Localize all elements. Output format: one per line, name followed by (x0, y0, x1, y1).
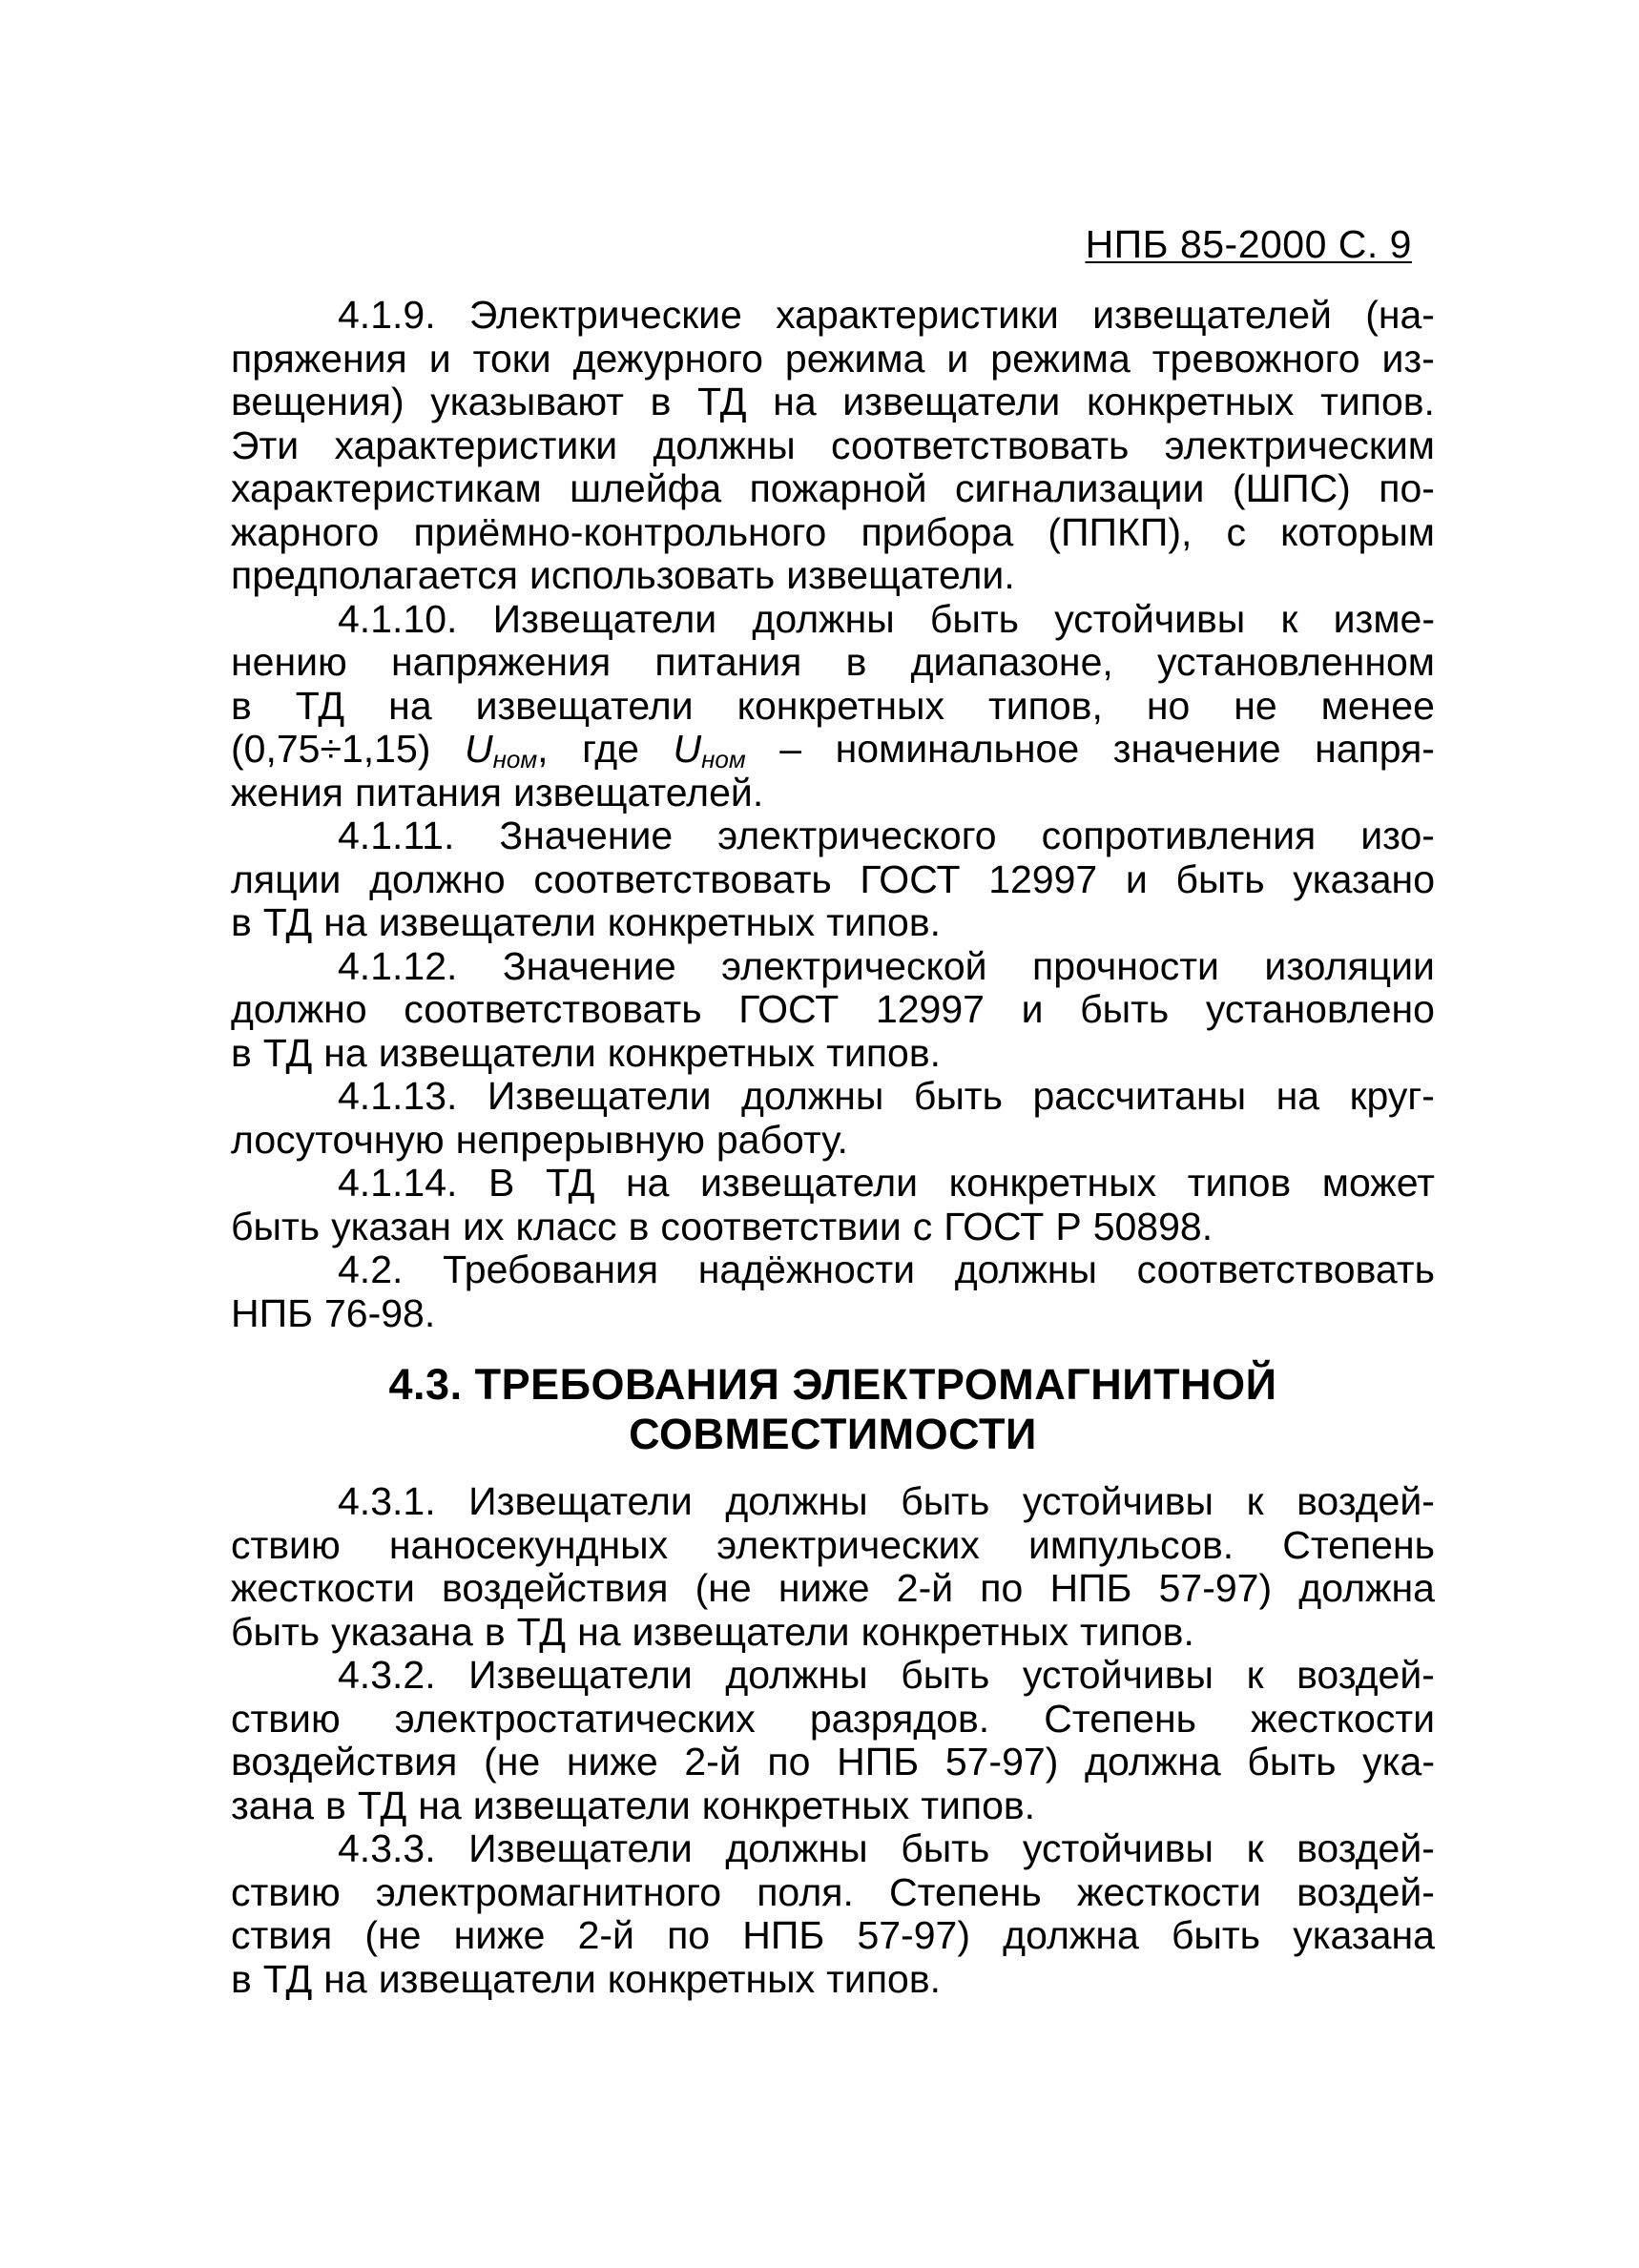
text-line (231, 1698, 1435, 1742)
word: шлейфа (570, 466, 722, 510)
text-line (231, 901, 1435, 945)
word: в (231, 683, 252, 728)
paragraph (231, 1075, 1435, 1162)
word: наносекундных (388, 1522, 669, 1567)
word: 2-й (684, 1740, 741, 1783)
text-line (231, 1914, 1435, 1958)
word: быть (1080, 987, 1170, 1031)
paragraph (231, 294, 1435, 598)
word: Значение (502, 943, 676, 988)
word: ГОСТ (738, 987, 840, 1031)
text-line (231, 511, 1435, 555)
word: значение (1112, 727, 1281, 771)
word: Извещатели (468, 1653, 693, 1697)
word: и (1021, 987, 1044, 1031)
word: на (418, 1783, 462, 1827)
word: конкретных (701, 1783, 910, 1827)
word: ТД (262, 1030, 313, 1075)
word: характеристики (776, 293, 1059, 337)
text-line (231, 772, 1435, 815)
word: ниже (778, 1566, 870, 1610)
word: (ШПС) (1232, 466, 1351, 510)
word: лосуточную (231, 1117, 445, 1162)
text-line (231, 1292, 1435, 1336)
word: типов. (1320, 380, 1435, 423)
word: Степень (1044, 1696, 1197, 1741)
word: электростатических (394, 1696, 756, 1741)
word: но (1146, 683, 1191, 728)
word: типов. (921, 1783, 1036, 1827)
word: сигнализации (954, 466, 1205, 510)
word: электрического (717, 814, 997, 857)
text-line (231, 1611, 1435, 1655)
paragraph (231, 1248, 1435, 1335)
text-line (231, 1784, 1435, 1828)
word: их (463, 1204, 505, 1248)
word: нению (231, 640, 347, 684)
text-line (231, 1480, 1435, 1524)
running-head: НПБ 85-2000 С. 9 (1085, 222, 1412, 266)
word: по (767, 1740, 811, 1783)
page-body (231, 294, 1435, 2001)
word: воздействия (442, 1566, 669, 1610)
word: сопротивления (1041, 814, 1317, 857)
word: по (980, 1566, 1024, 1610)
word: конкретных (607, 900, 816, 944)
word: на (773, 380, 817, 423)
word: извещатели (475, 683, 694, 728)
word: 4.1.10. (338, 596, 458, 641)
word: 4.2. (338, 1247, 404, 1291)
word: класс (515, 1204, 617, 1248)
text-line (231, 467, 1435, 511)
word: Степень (1282, 1522, 1435, 1567)
word: должны (725, 1653, 868, 1697)
word: и (428, 336, 451, 381)
word: извещателей (1092, 293, 1332, 337)
word: электромагнитного (375, 1869, 722, 1914)
word: дежурного (572, 336, 763, 381)
word: менее (1320, 683, 1435, 728)
word: быть (929, 596, 1019, 641)
word: предполагается (231, 553, 518, 597)
word: ТД (516, 1609, 567, 1654)
word: 4.3.1. (338, 1479, 436, 1523)
word: типов (1187, 1161, 1292, 1205)
word: воздей- (1297, 1653, 1435, 1697)
word: где (582, 727, 639, 771)
word: ТД (262, 1956, 313, 2001)
word: (ППКП), (1048, 509, 1193, 554)
text-line (231, 1032, 1435, 1076)
word: приёмно-контрольного (413, 509, 827, 554)
word: по (667, 1913, 711, 1957)
word: указывают (430, 380, 624, 423)
text-line (231, 1524, 1435, 1568)
word: Эти (231, 423, 300, 467)
word: Степень (889, 1869, 1042, 1914)
requirements-list-4-3 (231, 1480, 1435, 2001)
word: указан (331, 1204, 452, 1248)
text-line (231, 1741, 1435, 1784)
word: должна (1085, 1740, 1221, 1783)
word: (не (695, 1566, 752, 1610)
word: извещатели (378, 1956, 596, 2001)
word: круг- (1349, 1074, 1435, 1118)
word: ТД (357, 1783, 407, 1827)
word: в (231, 1956, 252, 2001)
word: которым (1280, 509, 1435, 554)
word: 2-й (896, 1566, 954, 1610)
word: указана (331, 1609, 473, 1654)
word: НПБ (231, 1290, 313, 1335)
word: жесткости (231, 1566, 415, 1610)
word: 12997 (988, 856, 1098, 901)
text-line (231, 1206, 1435, 1249)
word: должно (231, 987, 367, 1031)
word: (0,75÷1,15) (231, 727, 431, 771)
word: типов. (826, 900, 942, 944)
word: 12997 (875, 987, 985, 1031)
word: к (1246, 1653, 1264, 1697)
word: Извещатели (468, 1479, 693, 1523)
word: непрерывную (455, 1117, 705, 1162)
word: извещатели (472, 1783, 691, 1827)
word: извещатели (378, 1030, 596, 1075)
word: соответствии (660, 1204, 902, 1248)
word: соответствовать (1136, 1247, 1435, 1291)
text-line (231, 554, 1435, 598)
word: режима (784, 336, 925, 381)
word: извещатели (378, 900, 596, 944)
word: на (1276, 1074, 1320, 1118)
word: (на- (1365, 293, 1435, 337)
word: извещатели (632, 1609, 850, 1654)
word: не (1234, 683, 1277, 728)
word: типов, (988, 683, 1103, 728)
word: в (231, 900, 252, 944)
word: режима (990, 336, 1131, 381)
word: извещатели (842, 380, 1061, 423)
word: на (577, 1609, 621, 1654)
word: тревожного (1151, 336, 1360, 381)
word: 57-97) (1158, 1566, 1273, 1610)
word: ствию (231, 1696, 341, 1741)
word: конкретных (1086, 380, 1295, 423)
word: характеристикам (231, 466, 542, 510)
text-line (231, 641, 1435, 685)
word: 50898. (1092, 1204, 1214, 1248)
paragraph (231, 598, 1435, 815)
word: должна (1003, 1913, 1139, 1957)
text-line (231, 1119, 1435, 1163)
word: изме- (1333, 596, 1435, 641)
word: должны (954, 1247, 1097, 1291)
section-heading-line-1: 4.3. ТРЕБОВАНИЯ ЭЛЕКТРОМАГНИТНОЙ (388, 1360, 1277, 1409)
word: по- (1379, 466, 1435, 510)
word: 4.1.11. (338, 814, 455, 857)
text-line (231, 814, 1435, 858)
word: к (1246, 1479, 1264, 1523)
word: воздей- (1297, 1479, 1435, 1523)
word: и (1125, 856, 1148, 901)
word: диапазоне, (910, 640, 1113, 684)
word: в (325, 1783, 346, 1827)
word: жесткости (1077, 1869, 1261, 1914)
word: рассчитаны (1032, 1074, 1247, 1118)
text-line (231, 598, 1435, 642)
word: ляции (231, 856, 342, 901)
text-line (231, 685, 1435, 729)
text-line (231, 988, 1435, 1032)
word: 4.1.13. (338, 1074, 458, 1118)
word: быть (913, 1074, 1003, 1118)
word: на (323, 900, 367, 944)
word: быть (901, 1826, 990, 1870)
text-line (231, 1162, 1435, 1206)
word: соответствовать (831, 423, 1130, 467)
word: ГОСТ (860, 856, 961, 901)
word: конкретных (607, 1956, 816, 2001)
text-line (231, 858, 1435, 902)
section-heading-line-2: СОВМЕСТИМОСТИ (629, 1410, 1037, 1458)
nominal-voltage-symbol: $U_{ном}$ (673, 727, 746, 773)
word: устойчивы (1022, 1826, 1214, 1870)
text-line (231, 1871, 1435, 1915)
word: надёжности (697, 1247, 916, 1291)
word: должно (369, 856, 506, 901)
word: должны (752, 596, 895, 641)
word: конкретных (737, 683, 945, 728)
text-line (231, 728, 1435, 772)
paragraph (231, 1480, 1435, 1654)
word: питания (354, 770, 502, 814)
word: быть (901, 1653, 990, 1697)
word: к (1280, 596, 1298, 641)
word: типов. (826, 1956, 942, 2001)
word: 4.3.2. (338, 1653, 436, 1697)
word: воздействия (231, 1740, 458, 1783)
word: на (388, 683, 432, 728)
word: 57-97) (857, 1913, 970, 1957)
word: ТД (697, 380, 747, 423)
word: быть (901, 1479, 990, 1523)
word: Р (1055, 1204, 1082, 1248)
word: на (323, 1956, 367, 2001)
word: устойчивы (1022, 1653, 1214, 1697)
word: указана (1293, 1913, 1435, 1957)
word: 4.3.3. (338, 1826, 436, 1870)
word: должны (725, 1826, 868, 1870)
word: 57-97) (944, 1740, 1059, 1783)
word: использовать (529, 553, 776, 597)
word: Электрические (468, 293, 742, 337)
word: в (845, 640, 867, 684)
word: напря- (1315, 727, 1435, 771)
section-heading (231, 1360, 1435, 1459)
word: разрядов. (809, 1696, 990, 1741)
word: пряжения (231, 336, 407, 381)
word: устойчивы (1022, 1479, 1214, 1523)
word: Извещатели (487, 1074, 712, 1118)
word: в (484, 1609, 506, 1654)
text-line (231, 1567, 1435, 1611)
word: 2-й (577, 1913, 634, 1957)
word: В (488, 1161, 515, 1205)
word: изо- (1360, 814, 1435, 857)
word: из- (1381, 336, 1435, 381)
word: извещатели. (786, 553, 1015, 597)
word: к (1246, 1826, 1264, 1870)
word: НПБ (837, 1740, 920, 1783)
word: (не (364, 1913, 422, 1957)
word: ТД (545, 1161, 595, 1205)
word: зана (231, 1783, 315, 1827)
paragraph (231, 1162, 1435, 1248)
word: воздей- (1297, 1869, 1435, 1914)
paragraph (231, 1654, 1435, 1827)
word: в (628, 1204, 650, 1248)
text-line (231, 1248, 1435, 1292)
word: быть (231, 1609, 321, 1654)
text-line (231, 424, 1435, 468)
word: ниже (566, 1740, 658, 1783)
word: 76-98. (323, 1290, 436, 1335)
word: характеристики (334, 423, 618, 467)
word: с (1226, 509, 1246, 554)
word: токи (472, 336, 551, 381)
word: быть (1247, 1740, 1337, 1783)
word: работу. (716, 1117, 848, 1162)
word: в (231, 1030, 252, 1075)
word: ТД (262, 900, 313, 944)
word: конкретных (948, 1161, 1157, 1205)
word: типов. (826, 1030, 942, 1075)
word: жарного (231, 509, 380, 554)
word: должны (653, 423, 796, 467)
word: НПБ (1049, 1566, 1132, 1610)
word: быть (1175, 856, 1265, 901)
word: пожарной (749, 466, 927, 510)
word: вещения) (231, 380, 405, 423)
word: прибора (861, 509, 1014, 554)
word: питания (654, 640, 802, 684)
word: изоляции (1264, 943, 1435, 988)
word: устойчивы (1054, 596, 1246, 641)
word: электрической (721, 943, 987, 988)
word: Требования (443, 1247, 659, 1291)
word: 4.1.9. (338, 293, 436, 337)
word: на (323, 1030, 367, 1075)
word: электрических (716, 1522, 980, 1567)
word: воздей- (1297, 1826, 1435, 1870)
word: соответствовать (404, 987, 702, 1031)
word: Извещатели (468, 1826, 693, 1870)
word: на (625, 1161, 670, 1205)
word: (не (484, 1740, 541, 1783)
word: установленном (1157, 640, 1435, 684)
word: установлено (1205, 987, 1435, 1031)
text-line (231, 1827, 1435, 1871)
paragraph (231, 945, 1435, 1076)
word: должна (1298, 1566, 1435, 1610)
word: 4.1.14. (338, 1161, 458, 1205)
text-line (231, 381, 1435, 424)
paragraph (231, 814, 1435, 945)
word: может (1321, 1161, 1435, 1205)
word: НПБ (742, 1913, 825, 1957)
requirements-list-4-1 (231, 294, 1435, 1335)
word: ТД (295, 683, 345, 728)
word: должны (741, 1074, 884, 1118)
text-line (231, 945, 1435, 989)
word: номинальное (835, 727, 1080, 771)
word: ствия (231, 1913, 333, 1957)
word: жения (231, 770, 343, 814)
word: жесткости (1251, 1696, 1435, 1741)
word: электрическим (1164, 423, 1435, 467)
word: должны (725, 1479, 868, 1523)
text-line (231, 1075, 1435, 1119)
word: 4.1.12. (338, 943, 458, 988)
word: Значение (499, 814, 674, 857)
word: конкретных (607, 1030, 816, 1075)
text-line (231, 1654, 1435, 1698)
word: напряжения (390, 640, 612, 684)
word: ствию (231, 1522, 341, 1567)
word: типов. (1079, 1609, 1194, 1654)
word: Извещатели (492, 596, 717, 641)
word: в (650, 380, 672, 423)
word: поля. (757, 1869, 854, 1914)
word: и (946, 336, 969, 381)
nominal-voltage-symbol: $U_{ном}$, (464, 727, 549, 773)
word: конкретных (861, 1609, 1068, 1654)
paragraph (231, 1827, 1435, 2001)
word: указано (1293, 856, 1435, 901)
word: быть (1171, 1913, 1261, 1957)
word: быть (231, 1204, 321, 1248)
word: ука- (1362, 1740, 1435, 1783)
word: ГОСТ (944, 1204, 1045, 1248)
word: извещателей. (512, 770, 764, 814)
word: прочности (1032, 943, 1219, 988)
word: с (912, 1204, 933, 1248)
text-line (231, 294, 1435, 338)
word: ниже (453, 1913, 546, 1957)
word: – (779, 727, 802, 771)
text-line (231, 1958, 1435, 2002)
word: соответствовать (533, 856, 832, 901)
word: извещатели (700, 1161, 919, 1205)
word: ствию (231, 1869, 341, 1914)
text-line (231, 338, 1435, 381)
word: импульсов. (1028, 1522, 1234, 1567)
